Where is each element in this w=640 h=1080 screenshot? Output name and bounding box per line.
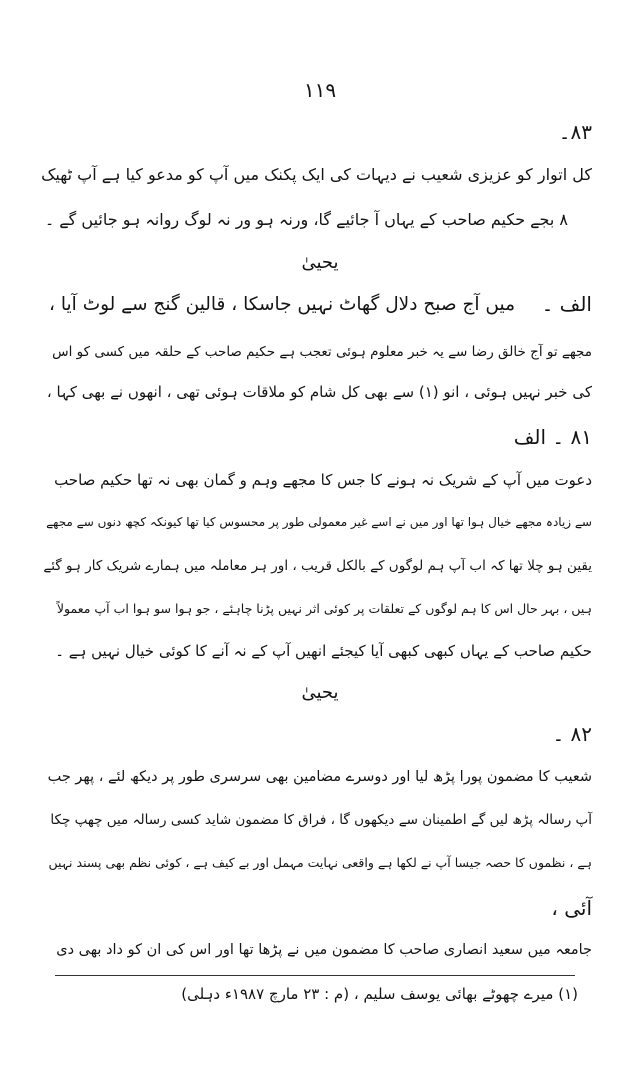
letter-81-line-2: سے زیادہ مجھے خیال ہوا تھا اور میں نے اسے غیر معمولی طور پر محسوس کیا تھا کیونکہ کچھ دنوں سے مجھے	[46, 515, 592, 529]
letter-82-line-1: شعیب کا مضمون پورا پڑھ لیا اور دوسرے مضامین بھی سرسری طور پر دیکھ لئے ، پھر جب	[47, 769, 592, 785]
letter-81-line-3: یقین ہو چلا تھا کہ اب آپ ہم لوگوں کے بالکل قریب ، اور ہر معاملہ میں ہمارے شریک کار ہو گئے	[43, 558, 592, 574]
letter-82-line-2: آپ رسالہ پڑھ لیں گے اطمینان سے دیکھوں گا ، فراق کا مضمون شاید کسی رسالہ میں چھپ چکا	[50, 812, 592, 828]
letter-number-82: ۸۲ ۔	[552, 722, 592, 746]
letter-83-line-2: ۸ بجے حکیم صاحب کے یہاں آ جائیے گا، ورنہ ہو ور نہ لوگ روانہ ہو جائیں گے ۔	[44, 210, 568, 229]
alif-label: الف ۔	[541, 292, 592, 316]
signature-yahya-2: یحییٰ	[301, 682, 339, 703]
letter-81-line-4: ہیں ، بہر حال اس کا ہم لوگوں کے تعلقات پر کوئی اثر نہیں پڑنا چاہئے ، جو ہوا سو ہوا اب آپ معمولاً	[56, 601, 592, 616]
alif-line-1: میں آج صبح دلال گھاٹ نہیں جاسکا ، قالین گنج سے لوٹ آیا ،	[49, 294, 515, 315]
letter-82-line-4: آئی ،	[551, 896, 592, 920]
letter-83-line-1: کل اتوار کو عزیزی شعیب نے دیہات کی ایک پکنک میں آپ کو مدعو کیا ہے آپ ٹھیک	[41, 165, 592, 184]
page-number: ۱۱۹	[303, 78, 337, 102]
alif-line-2: مجھے تو آج خالق رضا سے یہ خبر معلوم ہوئی تعجب ہے حکیم صاحب کے حلقہ میں کسی کو اس	[52, 344, 592, 360]
footnote-divider	[55, 975, 575, 976]
letter-number-83: ۸۳۔	[558, 120, 592, 144]
letter-81-line-5: حکیم صاحب کے یہاں کبھی کبھی آیا کیجئے انھیں آپ کے نہ آنے کا کوئی خیال نہیں ہے ۔	[55, 642, 592, 660]
letter-82-line-5: جامعہ میں سعید انصاری صاحب کا مضمون میں نے پڑھا تھا اور اس کی ان کو داد بھی دی	[56, 942, 592, 958]
letter-number-81-alif: ۸۱ ۔ الف	[513, 425, 592, 449]
footnote: (۱) میرے چھوٹے بھائی یوسف سلیم ، (م : ۲۳ مارچ ۱۹۸۷ء دہلی)	[181, 985, 578, 1003]
letter-81-line-1: دعوت میں آپ کے شریک نہ ہونے کا جس کا مجھے وہم و گمان بھی نہ تھا حکیم صاحب	[54, 471, 592, 489]
alif-line-3: کی خبر نہیں ہوئی ، انو (۱) سے بھی کل شام کو ملاقات ہوئی تھی ، انھوں نے بھی کہا ،	[46, 383, 592, 401]
signature-yahya-1: یحییٰ	[301, 252, 339, 273]
letter-82-line-3: ہے ، نظموں کا حصہ جیسا آپ نے لکھا ہے واقعی نہایت مہمل اور بے کیف ہے ، کوئی نظم بھی پسند نہیں	[48, 855, 592, 870]
